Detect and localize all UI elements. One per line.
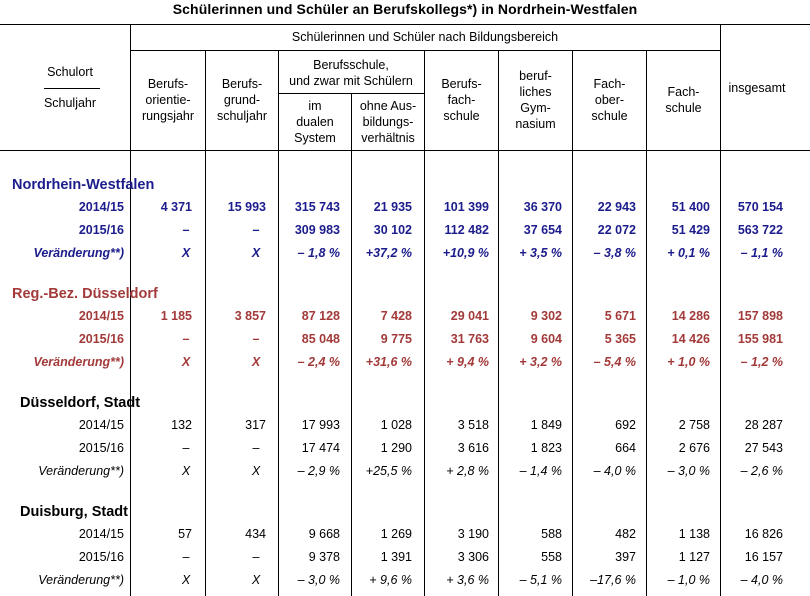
table-cell: + 3,2 % xyxy=(519,355,562,369)
table-cell: 21 935 xyxy=(373,200,412,214)
table-cell: 317 xyxy=(245,418,266,432)
section-title: Düsseldorf, Stadt xyxy=(20,395,141,411)
table-cell: 14 286 xyxy=(671,309,710,323)
row-label: 2015/16 xyxy=(78,223,124,237)
header-top-rule xyxy=(0,24,810,25)
table-cell: 17 474 xyxy=(301,441,340,455)
row-label: Veränderung**) xyxy=(33,246,124,260)
table-cell: 434 xyxy=(245,527,266,541)
header-insgesamt: insgesamt xyxy=(728,81,786,95)
table-cell: 9 775 xyxy=(380,332,412,346)
section-title: Reg.-Bez. Düsseldorf xyxy=(12,286,158,302)
row-label: Veränderung**) xyxy=(38,464,124,478)
header-berufsgrundschuljahr: Berufs- grund- schuljahr xyxy=(216,77,268,123)
table-cell: 1 269 xyxy=(380,527,412,541)
header-fachoberschule: Fach- ober- schule xyxy=(591,77,628,123)
table-cell: 5 671 xyxy=(604,309,636,323)
table-cell: 588 xyxy=(541,527,562,541)
table-cell: – xyxy=(252,332,260,346)
row-label: Veränderung**) xyxy=(33,355,124,369)
table-cell: 3 190 xyxy=(457,527,489,541)
table-cell: X xyxy=(181,464,191,478)
table-cell: –17,6 % xyxy=(590,573,636,587)
table-cell: 2 758 xyxy=(678,418,710,432)
table-cell: 51 429 xyxy=(671,223,710,237)
table-cell: 132 xyxy=(171,418,192,432)
table-cell: 51 400 xyxy=(671,200,710,214)
table-cell: 3 616 xyxy=(457,441,489,455)
table-cell: X xyxy=(251,246,261,260)
table-cell: + 2,8 % xyxy=(446,464,489,478)
table-cell: 1 290 xyxy=(380,441,412,455)
row-label: 2015/16 xyxy=(78,550,124,564)
table-cell: 1 823 xyxy=(530,441,562,455)
table-cell: 9 604 xyxy=(530,332,562,346)
table-cell: 9 668 xyxy=(308,527,340,541)
row-label: 2014/15 xyxy=(78,527,124,541)
table-cell: 692 xyxy=(615,418,636,432)
table-cell: – 3,8 % xyxy=(593,246,636,260)
table-cell: X xyxy=(251,464,261,478)
table-cell: + 3,5 % xyxy=(519,246,562,260)
table-cell: 5 365 xyxy=(604,332,636,346)
table-cell: + 9,6 % xyxy=(369,573,412,587)
table-cell: – 5,1 % xyxy=(519,573,562,587)
table-cell: – 1,2 % xyxy=(740,355,783,369)
table-cell: 87 128 xyxy=(301,309,340,323)
table-cell: – 4,0 % xyxy=(593,464,636,478)
table-cell: +37,2 % xyxy=(365,246,412,260)
table-cell: – 2,4 % xyxy=(297,355,340,369)
table-cell: 31 763 xyxy=(450,332,489,346)
table-cell: X xyxy=(181,355,191,369)
table-cell: 157 898 xyxy=(737,309,783,323)
row-label: 2014/15 xyxy=(78,309,124,323)
table-cell: 16 826 xyxy=(744,527,783,541)
table-cell: 1 028 xyxy=(380,418,412,432)
row-label: Veränderung**) xyxy=(38,573,124,587)
table-cell: 14 426 xyxy=(671,332,710,346)
table-cell: – xyxy=(252,441,260,455)
table-cell: 1 127 xyxy=(678,550,710,564)
row-label: 2015/16 xyxy=(78,332,124,346)
header-berufsschule: Berufsschule, und zwar mit Schülern xyxy=(289,58,413,88)
table-cell: 9 302 xyxy=(530,309,562,323)
table-cell: + 1,0 % xyxy=(667,355,710,369)
table-cell: – xyxy=(252,550,260,564)
table-cell: – xyxy=(182,332,190,346)
table-cell: 155 981 xyxy=(737,332,783,346)
table-cell: 17 993 xyxy=(301,418,340,432)
table-cell: + 9,4 % xyxy=(446,355,489,369)
table-cell: + 0,1 % xyxy=(667,246,710,260)
table-cell: 112 482 xyxy=(444,223,489,237)
table-cell: X xyxy=(251,573,261,587)
table-cell: 29 041 xyxy=(450,309,489,323)
table-cell: – xyxy=(182,550,190,564)
row-label: 2015/16 xyxy=(78,441,124,455)
table-cell: +31,6 % xyxy=(365,355,412,369)
table-cell: – xyxy=(182,441,190,455)
table-cell: 1 849 xyxy=(530,418,562,432)
table-cell: 22 943 xyxy=(597,200,636,214)
header-bottom-rule xyxy=(0,150,810,151)
table-cell: – 2,6 % xyxy=(740,464,783,478)
header-berufsfachschule: Berufs- fach- schule xyxy=(441,77,482,123)
table-cell: 36 370 xyxy=(523,200,562,214)
table-cell: 315 743 xyxy=(294,200,340,214)
table-cell: 28 287 xyxy=(744,418,783,432)
table-cell: 57 xyxy=(178,527,192,541)
table-cell: 3 857 xyxy=(234,309,266,323)
table-cell: 2 676 xyxy=(678,441,710,455)
row-label: 2014/15 xyxy=(78,200,124,214)
table-cell: X xyxy=(251,355,261,369)
table-cell: +25,5 % xyxy=(365,464,412,478)
header-berufliches-gymnasium: beruf- liches Gym- nasium xyxy=(515,69,556,131)
table-cell: 9 378 xyxy=(308,550,340,564)
table-cell: – xyxy=(182,223,190,237)
table-cell: 563 722 xyxy=(737,223,783,237)
table-cell: 664 xyxy=(615,441,636,455)
schulort-divider xyxy=(44,88,100,89)
table-cell: – 2,9 % xyxy=(297,464,340,478)
table-cell: 3 306 xyxy=(457,550,489,564)
table-cell: – 5,4 % xyxy=(593,355,636,369)
header-fachschule: Fach- schule xyxy=(665,85,702,115)
table-cell: X xyxy=(181,246,191,260)
table-cell: 37 654 xyxy=(523,223,562,237)
table-cell: 4 371 xyxy=(160,200,192,214)
section-title: Nordrhein-Westfalen xyxy=(12,177,155,193)
header-im-dualen-system: im dualen System xyxy=(294,99,336,145)
page-title: Schülerinnen und Schüler an Berufskollegs*) in Nordrhein-Westfalen xyxy=(172,1,638,17)
section-title: Duisburg, Stadt xyxy=(20,504,128,520)
header-berufsorientierungsjahr: Berufs- orientie- rungsjahr xyxy=(141,77,195,123)
table-cell: + 3,6 % xyxy=(446,573,489,587)
header-schulort: Schulort xyxy=(47,65,93,79)
table-cell: 397 xyxy=(615,550,636,564)
table-cell: 482 xyxy=(615,527,636,541)
table-cell: 22 072 xyxy=(597,223,636,237)
table-cell: – 3,0 % xyxy=(667,464,710,478)
table-cell: – 4,0 % xyxy=(740,573,783,587)
table-cell: 1 138 xyxy=(678,527,710,541)
table-cell: 30 102 xyxy=(373,223,412,237)
table-cell: X xyxy=(181,573,191,587)
table-cell: 3 518 xyxy=(457,418,489,432)
header-ohne-ausbildungsverhaeltnis: ohne Aus- bildungs- verhältnis xyxy=(359,99,417,145)
table-cell: – xyxy=(252,223,260,237)
table-cell: +10,9 % xyxy=(442,246,489,260)
table-cell: 101 399 xyxy=(443,200,489,214)
table-cell: 15 993 xyxy=(227,200,266,214)
table-cell: 309 983 xyxy=(294,223,340,237)
header-schuljahr: Schuljahr xyxy=(43,96,97,110)
table-cell: – 1,4 % xyxy=(519,464,562,478)
table-cell: – 1,1 % xyxy=(740,246,783,260)
group-header-rule xyxy=(130,50,720,51)
table-cell: 7 428 xyxy=(380,309,412,323)
table-cell: 85 048 xyxy=(301,332,340,346)
header-group-label: Schülerinnen und Schüler nach Bildungsbereich xyxy=(291,30,559,44)
table-cell: – 1,0 % xyxy=(667,573,710,587)
table-cell: 1 391 xyxy=(380,550,412,564)
table-cell: 1 185 xyxy=(160,309,192,323)
table-cell: 570 154 xyxy=(737,200,783,214)
table-cell: 558 xyxy=(541,550,562,564)
table-cell: – 1,8 % xyxy=(297,246,340,260)
table-cell: – 3,0 % xyxy=(297,573,340,587)
table-cell: 16 157 xyxy=(744,550,783,564)
row-label: 2014/15 xyxy=(78,418,124,432)
table-cell: 27 543 xyxy=(744,441,783,455)
